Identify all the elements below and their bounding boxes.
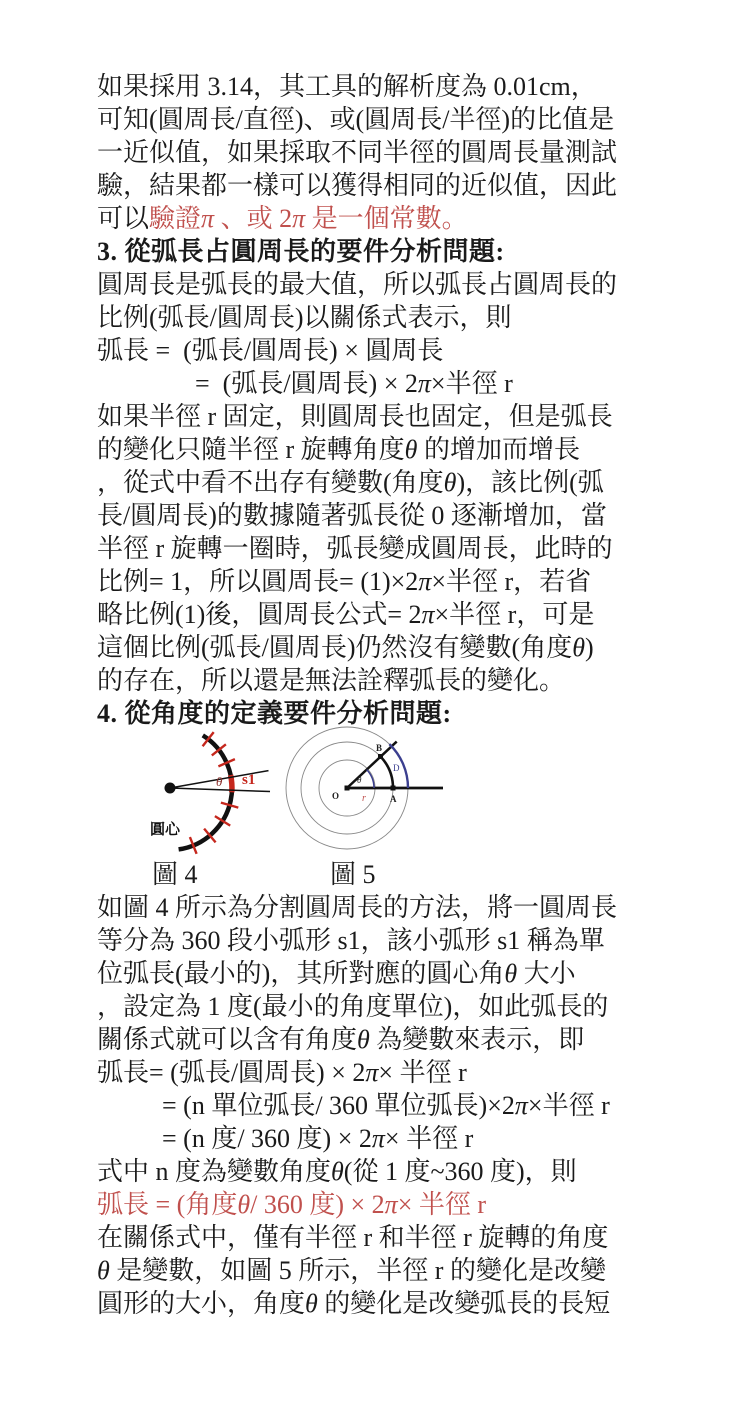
- text-line: [97, 367, 662, 400]
- text-segment: 比例= 1，所以圓周長= (1)×2: [97, 567, 419, 596]
- text-segment: 圓周長是弧長的最大值，所以弧長占圓周長的: [97, 270, 618, 299]
- text-segment: 的變化是改變弧長的長短: [317, 1289, 611, 1318]
- text-line: [97, 499, 662, 532]
- figure-5-center-dot: [345, 786, 350, 791]
- text-segment: π: [384, 1190, 398, 1219]
- figure-4-center-dot: [165, 783, 176, 794]
- figure-5-middle-arc: [381, 757, 393, 788]
- text-segment: (從 1 度~360 度)，則: [343, 1157, 577, 1186]
- text-segment: θ: [237, 1190, 251, 1219]
- text-segment: θ: [357, 1025, 370, 1054]
- text-segment: ): [584, 633, 594, 662]
- figure-5-point-b-label: B: [376, 743, 383, 753]
- text-segment: 這個比例(弧長/圓周長)仍然沒有變數(角度: [97, 633, 573, 662]
- text-segment: 半徑 r 旋轉一圈時，弧長變成圓周長，此時的: [97, 534, 613, 563]
- text-segment: × 半徑 r: [397, 1190, 487, 1219]
- figure-5-center-label: O: [332, 791, 340, 801]
- text-segment: 比例(弧長/圓周長)以關係式表示，則: [97, 303, 512, 332]
- figures-row: [97, 730, 662, 858]
- text-segment: π: [365, 1058, 379, 1087]
- text-line: [97, 70, 662, 103]
- text-segment: 如圖 4 所示為分割圓周長的方法，將一圓周長: [97, 893, 618, 922]
- figure-captions-row: [97, 858, 662, 891]
- text-line: [97, 1122, 662, 1155]
- text-line: [97, 598, 662, 631]
- text-segment: θ: [305, 1289, 318, 1318]
- text-segment: 略比例(1)後，圓周長公式= 2: [97, 600, 422, 629]
- text-segment: 弧長= (弧長/圓周長) × 2: [97, 1058, 366, 1087]
- figure-4-theta-label: θ: [216, 774, 223, 789]
- text-segment: = (弧長/圓周長) × 2: [195, 369, 418, 398]
- text-line: [97, 957, 662, 990]
- figure-5-slanted-radius: [347, 742, 397, 788]
- text-segment: θ: [97, 1256, 110, 1285]
- text-line: [97, 1254, 662, 1287]
- text-line: [97, 1188, 662, 1221]
- text-line: [97, 103, 662, 136]
- text-segment: 的變化只隨半徑 r 旋轉角度: [97, 435, 405, 464]
- text-segment: π: [371, 1124, 385, 1153]
- text-line: [97, 169, 662, 202]
- text-line: [97, 202, 662, 235]
- text-segment: θ: [504, 959, 518, 988]
- text-segment: θ: [443, 468, 457, 497]
- text-segment: 關係式就可以含有角度: [97, 1025, 358, 1054]
- text-segment: )，該比例(弧: [456, 468, 604, 497]
- text-segment: 、或 2: [214, 204, 293, 233]
- text-segment: π: [417, 369, 431, 398]
- text-segment: 為變數來表示，即: [369, 1025, 585, 1054]
- text-segment: × 半徑 r: [384, 1124, 474, 1153]
- text-segment: 的增加而增長: [417, 435, 580, 464]
- text-segment: 位弧長(最小的)，其所對應的圓心角: [97, 959, 505, 988]
- text-line: [97, 400, 662, 433]
- text-segment: ，設定為 1 度(最小的角度單位)，如此弧長的: [97, 992, 609, 1021]
- figure-4-caption: 圖 4: [152, 860, 198, 889]
- figure-5-diagram: [264, 726, 454, 858]
- text-line: [97, 433, 662, 466]
- text-segment: 等分為 360 段小弧形 s1，該小弧形 s1 稱為單: [97, 926, 605, 955]
- text-segment: 大小: [517, 959, 576, 988]
- text-line: [97, 664, 662, 697]
- text-segment: ，從式中看不出存有變數(角度: [97, 468, 444, 497]
- text-segment: = (n 度/ 360 度) × 2: [162, 1124, 372, 1153]
- figure-5-caption: 圖 5: [330, 860, 376, 889]
- text-segment: π: [201, 204, 215, 233]
- figure-5-theta-label: θ: [357, 775, 362, 785]
- figure-4-center-label: 圓心: [150, 822, 181, 838]
- text-segment: ×半徑 r，可是: [434, 600, 595, 629]
- text-segment: = (n 單位弧長/ 360 單位弧長)×2: [162, 1091, 515, 1120]
- figure-4-arc-length-label: s1: [242, 772, 256, 788]
- text-segment: θ: [572, 633, 585, 662]
- text-segment: 驗證: [149, 204, 202, 233]
- text-segment: 弧長 = (弧長/圓周長) × 圓周長: [97, 336, 444, 365]
- text-segment: 驗，結果都一樣可以獲得相同的近似值，因此: [97, 171, 618, 200]
- figure-5-radius-label: r: [362, 793, 366, 804]
- figure-4-arc: [179, 735, 232, 849]
- text-segment: 4. 從角度的定義要件分析問題:: [97, 699, 452, 728]
- text-segment: 如果半徑 r 固定，則圓周長也固定，但是弧長: [97, 402, 613, 431]
- text-segment: ×半徑 r: [527, 1091, 610, 1120]
- text-line: [97, 136, 662, 169]
- text-line: [97, 565, 662, 598]
- text-segment: 在關係式中，僅有半徑 r 和半徑 r 旋轉的角度: [97, 1223, 609, 1252]
- text-segment: 一近似值，如果採取不同半徑的圓周長量測試: [97, 138, 618, 167]
- text-line: [97, 1089, 662, 1122]
- text-segment: π: [514, 1091, 528, 1120]
- text-line: [97, 1221, 662, 1254]
- text-line: [97, 1155, 662, 1188]
- text-line: [97, 1056, 662, 1089]
- figure-5-outer-arc-label: D: [393, 763, 400, 773]
- text-segment: 是變數，如圖 5 所示，半徑 r 的變化是改變: [109, 1256, 606, 1285]
- text-line: [97, 1287, 662, 1320]
- text-line: [97, 924, 662, 957]
- text-segment: 弧長 = (角度: [97, 1190, 238, 1219]
- text-segment: π: [418, 567, 432, 596]
- paragraphs-before-figures: [97, 70, 662, 730]
- text-line: [97, 301, 662, 334]
- text-segment: 3. 從弧長占圓周長的要件分析問題:: [97, 237, 505, 266]
- text-segment: π: [292, 204, 306, 233]
- text-line: [97, 631, 662, 664]
- text-segment: ×半徑 r，若省: [431, 567, 592, 596]
- text-line: [97, 1023, 662, 1056]
- text-line: [97, 235, 662, 268]
- text-segment: 式中 n 度為變數角度: [97, 1157, 332, 1186]
- text-segment: θ: [404, 435, 418, 464]
- text-segment: / 360 度) × 2: [250, 1190, 385, 1219]
- text-line: [97, 466, 662, 499]
- text-line: [97, 532, 662, 565]
- text-segment: × 半徑 r: [378, 1058, 467, 1087]
- text-line: [97, 891, 662, 924]
- text-segment: 可以: [97, 204, 150, 233]
- document-content: [97, 70, 662, 1320]
- text-segment: θ: [331, 1157, 344, 1186]
- figure-5-point-a-label: A: [390, 794, 397, 804]
- text-segment: ×半徑 r: [430, 369, 513, 398]
- text-segment: 圓形的大小，角度: [97, 1289, 306, 1318]
- text-segment: 的存在，所以還是無法詮釋弧長的變化。: [97, 666, 566, 695]
- text-line: [97, 268, 662, 301]
- figure-5-point-a-dot: [391, 786, 396, 791]
- text-segment: 如果採用 3.14，其工具的解析度為 0.01cm，: [97, 72, 597, 101]
- paragraphs-after-figures: [97, 891, 662, 1320]
- text-line: [97, 334, 662, 367]
- text-segment: π: [421, 600, 435, 629]
- figure-4-diagram: [120, 730, 280, 858]
- text-segment: 長/圓周長)的數據隨著弧長從 0 逐漸增加，當: [97, 501, 607, 530]
- figure-5-point-b-dot: [378, 754, 383, 759]
- text-segment: 是一個常數。: [305, 204, 468, 233]
- text-line: [97, 990, 662, 1023]
- text-segment: 可知(圓周長/直徑)、或(圓周長/半徑)的比值是: [97, 105, 615, 134]
